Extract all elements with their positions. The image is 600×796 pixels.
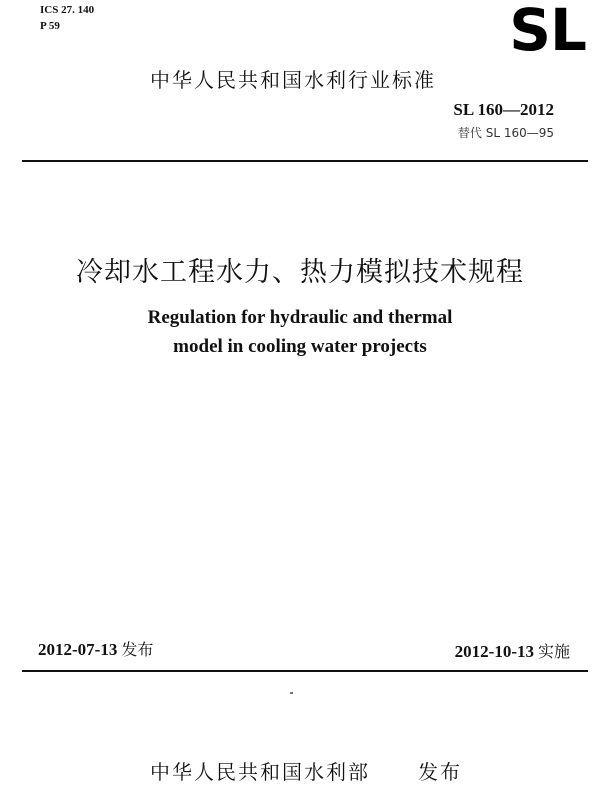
implementation-date-value: 2012-10-13: [454, 642, 534, 661]
ics-code: ICS 27. 140: [40, 4, 95, 16]
issue-date-value: 2012-07-13: [38, 640, 118, 659]
standard-type: 中华人民共和国水利行业标准: [150, 68, 436, 92]
publish-action: 发布: [418, 760, 462, 784]
title-english-line2: model in cooling water projects: [173, 336, 427, 357]
print-speck: [290, 692, 293, 694]
bottom-divider: [22, 670, 588, 672]
issue-date: [38, 637, 153, 660]
issue-label: 发布: [121, 640, 154, 659]
replaces-standard: 替代 SL 160—95: [457, 126, 554, 140]
title-chinese: 冷却水工程水力、热力模拟技术规程: [76, 257, 524, 288]
publisher: 中华人民共和国水利部: [150, 760, 370, 784]
ccs-code: P 59: [40, 20, 60, 32]
standard-number: SL 160—2012: [453, 100, 554, 119]
implementation-date: [455, 639, 570, 662]
sl-logo: SL: [509, 0, 586, 64]
top-divider: [22, 160, 588, 162]
implementation-label: 实施: [537, 642, 570, 661]
title-english-line1: Regulation for hydraulic and thermal: [147, 307, 453, 328]
